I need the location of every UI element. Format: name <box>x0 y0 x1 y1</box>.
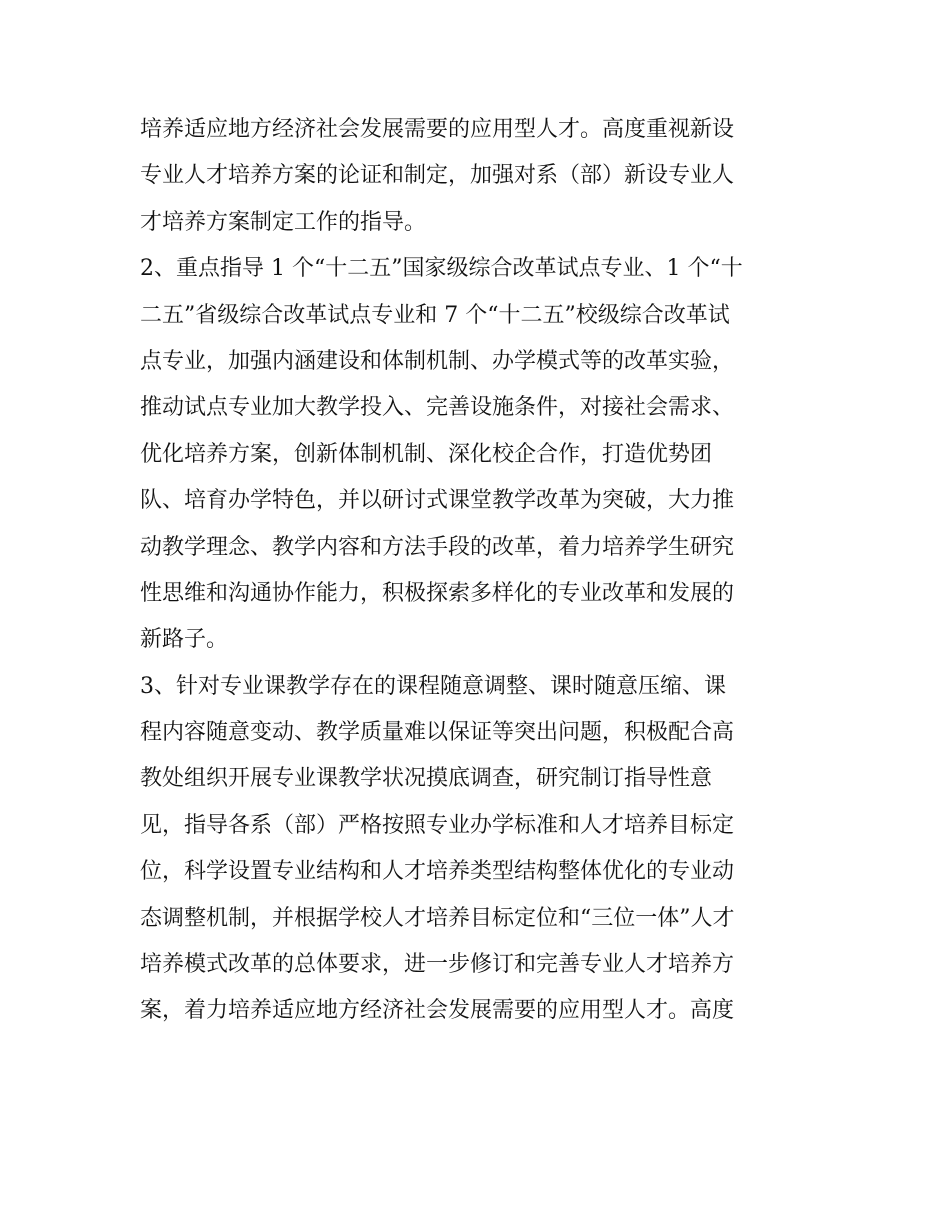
text-line: 队、培育办学特色，并以研讨式课堂教学改革为突破，大力推 <box>140 488 735 514</box>
text-line: 推动试点专业加大教学投入、完善设施条件，对接社会需求、 <box>140 395 735 421</box>
text-line: 二五”省级综合改革试点专业和 7 个“十二五”校级综合改革试 <box>140 302 730 328</box>
text-line: 位，科学设置专业结构和人才培养类型结构整体优化的专业动 <box>140 859 735 885</box>
text-line: 态调整机制，并根据学校人才培养目标定位和“三位一体”人才 <box>140 905 735 931</box>
text-line: 见，指导各系（部）严格按照专业办学标准和人才培养目标定 <box>140 812 735 838</box>
text-line: 2、重点指导 1 个“十二五”国家级综合改革试点专业、1 个“十 <box>140 256 743 282</box>
text-line: 优化培养方案，创新体制机制、深化校企合作，打造优势团 <box>140 441 713 467</box>
text-line: 3、针对专业课教学存在的课程随意调整、课时随意压缩、课 <box>140 673 726 699</box>
text-line: 培养模式改革的总体要求，进一步修订和完善专业人才培养方 <box>140 952 735 978</box>
document-body <box>140 107 820 1035</box>
text-line: 点专业，加强内涵建设和体制机制、办学模式等的改革实验， <box>140 348 735 374</box>
text-line: 性思维和沟通协作能力，积极探索多样化的专业改革和发展的 <box>140 580 735 606</box>
text-line: 专业人才培养方案的论证和制定，加强对系（部）新设专业人 <box>140 163 735 189</box>
text-line: 才培养方案制定工作的指导。 <box>140 209 427 235</box>
text-line: 教处组织开展专业课教学状况摸底调查，研究制订指导性意 <box>140 766 713 792</box>
text-line: 案，着力培养适应地方经济社会发展需要的应用型人才。高度 <box>140 998 735 1024</box>
text-line: 动教学理念、教学内容和方法手段的改革，着力培养学生研究 <box>140 534 735 560</box>
text-line: 培养适应地方经济社会发展需要的应用型人才。高度重视新设 <box>140 117 735 142</box>
text-line: 新路子。 <box>140 627 229 653</box>
text-line: 程内容随意变动、教学质量难以保证等突出问题，积极配合高 <box>140 720 735 746</box>
